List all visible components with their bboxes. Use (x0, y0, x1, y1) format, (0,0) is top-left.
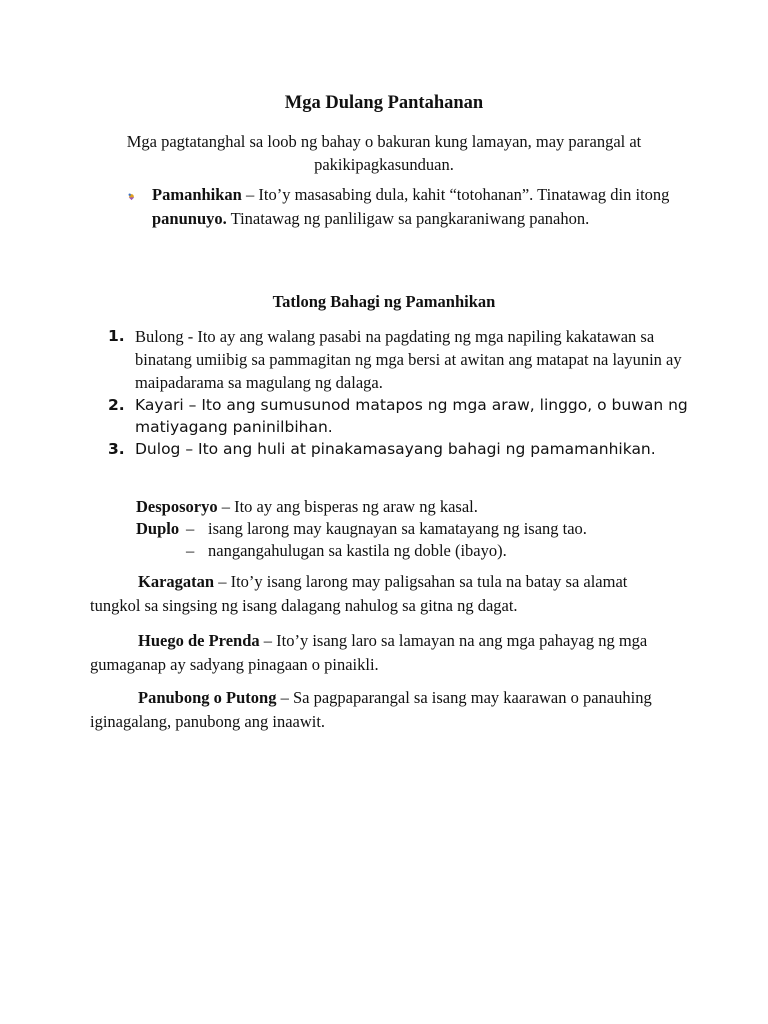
definition-dash: – (186, 519, 195, 538)
list-item-text: Dulog – Ito ang huli at pinakamasayang bahagi ng pamamanhikan. (135, 440, 656, 458)
list-number: 3. (108, 440, 125, 458)
numbered-list (108, 325, 688, 460)
bullet-term: Pamanhikan (152, 185, 242, 204)
list-number: 1. (108, 327, 125, 345)
definitions-block (136, 496, 656, 562)
list-item (108, 438, 688, 460)
paragraph-term: Karagatan (138, 572, 215, 591)
paragraph-panubong (90, 686, 680, 734)
definition-duplo-1 (136, 518, 656, 540)
definition-duplo-2 (136, 540, 656, 562)
paragraph-text: – Ito’y isang larong may paligsahan sa tula na batay sa alamat tungkol sa singsing ng isang dalagang nahulog sa gitna ng dagat. (90, 572, 628, 615)
bullet-icon (127, 192, 136, 201)
paragraph-term: Panubong o Putong (138, 688, 277, 707)
page-title: Mga Dulang Pantahanan (284, 93, 484, 113)
list-item-text: Kayari – Ito ang sumusunod matapos ng mga araw, linggo, o buwan ng matiyagang paninilbihan. (135, 396, 688, 436)
definition-desposoryo (136, 496, 656, 518)
intro-paragraph: Mga pagtatanghal sa loob ng bahay o bakuran kung lamayan, may parangal at pakikipagkasunduan. (126, 132, 642, 174)
paragraph-text: – Ito’y isang laro sa lamayan na ang mga pahayag ng mga gumaganap ay sadyang pinagaan o pinaikli. (90, 631, 648, 674)
paragraph-huego-de-prenda (90, 629, 680, 677)
bullet-text-1: Ito’y masasabing dula, kahit “totohanan”. Tinatawag din itong (258, 185, 670, 204)
paragraph-term: Huego de Prenda (138, 631, 260, 650)
section-title: Tatlong Bahagi ng Pamanhikan (272, 292, 496, 311)
bullet-dash: – (241, 185, 259, 204)
definition-term: Desposoryo (136, 497, 218, 516)
list-number: 2. (108, 396, 125, 414)
definition-text: nangangahulugan sa kastila ng doble (ibayo). (208, 541, 507, 560)
bullet-term-2: panunuyo. (152, 209, 227, 228)
definition-text: isang larong may kaugnayan sa kamatayang ng isang tao. (208, 519, 587, 538)
paragraph-text: – Sa pagpaparangal sa isang may kaarawan o panauhing iginagalang, panubong ang inaawit. (90, 688, 652, 731)
bullet-text-2: Tinatawag ng panliligaw sa pangkaraniwang panahon. (226, 209, 590, 228)
list-item (108, 325, 688, 394)
definition-text: – Ito ay ang bisperas ng araw ng kasal. (217, 497, 478, 516)
bullet-item-pamanhikan (127, 183, 687, 231)
definition-term: Duplo (136, 519, 180, 538)
definition-dash: – (186, 541, 195, 560)
paragraph-karagatan (90, 570, 680, 618)
list-item-text: Bulong - Ito ay ang walang pasabi na pagdating ng mga napiling kakatawan sa binatang umiibig sa pammagitan ng mga bersi at awitan ang matapat na layunin ay maipadarama sa magulang ng dalaga. (135, 327, 682, 392)
list-item (108, 394, 688, 438)
